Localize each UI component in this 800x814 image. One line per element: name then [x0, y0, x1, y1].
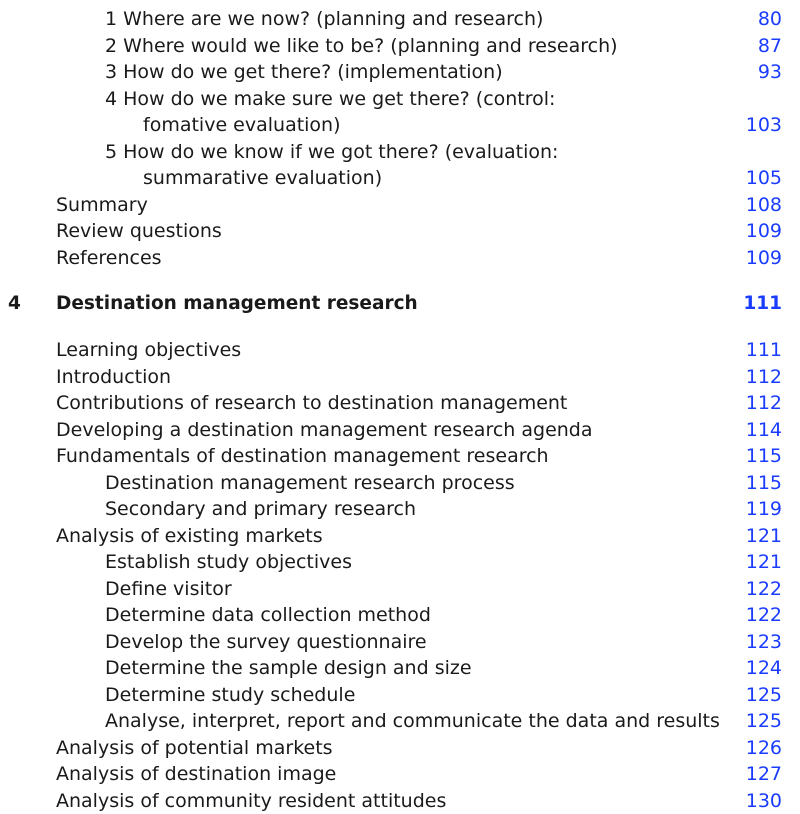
toc-page-link[interactable]: 121 — [746, 549, 782, 576]
toc-entry[interactable] — [0, 629, 800, 656]
toc-page-link[interactable]: 119 — [746, 496, 782, 523]
toc-page-link[interactable]: 112 — [746, 364, 782, 391]
toc-entry-title: Analysis of destination image — [56, 761, 336, 788]
toc-page-link[interactable]: 114 — [746, 417, 782, 444]
toc-entry[interactable] — [0, 523, 800, 550]
toc-entry-title: 1 Where are we now? (planning and research) — [105, 6, 543, 33]
toc-page-link[interactable]: 109 — [746, 245, 782, 272]
toc-page-link[interactable]: 105 — [746, 165, 782, 192]
toc-entry[interactable] — [0, 443, 800, 470]
toc-entry[interactable] — [0, 139, 800, 166]
toc-page-link[interactable]: 125 — [746, 682, 782, 709]
toc-page-link[interactable]: 130 — [746, 788, 782, 814]
chapter-number: 4 — [8, 285, 21, 323]
toc-entry-title: Determine study schedule — [105, 682, 355, 709]
toc-page-link[interactable]: 111 — [746, 337, 782, 364]
toc-entry[interactable] — [0, 761, 800, 788]
toc-entry-title: 2 Where would we like to be? (planning and research) — [105, 33, 618, 60]
toc-entry[interactable] — [0, 496, 800, 523]
toc-page-link[interactable]: 87 — [758, 33, 782, 60]
toc-entry-title: Establish study objectives — [105, 549, 352, 576]
toc-entry[interactable] — [0, 576, 800, 603]
toc-entry[interactable] — [0, 470, 800, 497]
toc-entry[interactable] — [0, 245, 800, 272]
toc-page-link[interactable]: 115 — [746, 470, 782, 497]
toc-entry[interactable] — [0, 86, 800, 113]
chapter-heading[interactable] — [0, 285, 800, 323]
toc-entry[interactable] — [0, 192, 800, 219]
toc-page-link[interactable]: 124 — [746, 655, 782, 682]
toc-entry[interactable] — [0, 549, 800, 576]
toc-page-link[interactable]: 121 — [746, 523, 782, 550]
toc-entry-title: Analysis of community resident attitudes — [56, 788, 446, 814]
toc-entry[interactable] — [0, 417, 800, 444]
toc-page-link[interactable]: 80 — [758, 6, 782, 33]
toc-page-link[interactable]: 108 — [746, 192, 782, 219]
toc-page-link[interactable]: 122 — [746, 602, 782, 629]
toc-entry[interactable] — [0, 708, 800, 735]
toc-entry[interactable] — [0, 6, 800, 33]
toc-entry-continuation[interactable] — [0, 112, 800, 139]
chapter-page-link[interactable]: 111 — [743, 285, 782, 323]
toc-page-link[interactable]: 126 — [746, 735, 782, 762]
toc-page-link[interactable]: 112 — [746, 390, 782, 417]
toc-entry-title: fomative evaluation) — [143, 112, 341, 139]
toc-entry[interactable] — [0, 655, 800, 682]
toc-entry[interactable] — [0, 59, 800, 86]
toc-page-link[interactable]: 109 — [746, 218, 782, 245]
toc-entry-title: Define visitor — [105, 576, 232, 603]
toc-page-link[interactable]: 115 — [746, 443, 782, 470]
toc-entry[interactable] — [0, 337, 800, 364]
toc-page-link[interactable]: 103 — [746, 112, 782, 139]
toc-entry-title: Analyse, interpret, report and communicate the data and results — [105, 708, 720, 735]
toc-entry-title: Fundamentals of destination management research — [56, 443, 549, 470]
toc-entry[interactable] — [0, 390, 800, 417]
chapter-title: Destination management research — [56, 285, 418, 323]
toc-entry-title: Developing a destination management research agenda — [56, 417, 593, 444]
toc-entry-title: Summary — [56, 192, 148, 219]
toc-entry-title: Analysis of existing markets — [56, 523, 323, 550]
toc-entry-title: 5 How do we know if we got there? (evaluation: — [105, 139, 558, 166]
toc-entry[interactable] — [0, 602, 800, 629]
toc-page-link[interactable]: 123 — [746, 629, 782, 656]
toc-entry-title: Analysis of potential markets — [56, 735, 333, 762]
toc-entry-title: Review questions — [56, 218, 222, 245]
toc-entry-title: Determine the sample design and size — [105, 655, 472, 682]
toc-entry[interactable] — [0, 218, 800, 245]
toc-entry[interactable] — [0, 364, 800, 391]
toc-entry-title: 4 How do we make sure we get there? (control: — [105, 86, 555, 113]
toc-entry[interactable] — [0, 682, 800, 709]
toc-entry-title: Develop the survey questionnaire — [105, 629, 427, 656]
toc-entry-title: 3 How do we get there? (implementation) — [105, 59, 503, 86]
chapter-entries — [0, 337, 800, 814]
toc-entry-title: Determine data collection method — [105, 602, 431, 629]
toc-entry-title: Learning objectives — [56, 337, 241, 364]
toc-entry-title: Contributions of research to destination management — [56, 390, 567, 417]
toc-entry[interactable] — [0, 788, 800, 814]
toc-entry[interactable] — [0, 33, 800, 60]
toc-entry-title: summarative evaluation) — [143, 165, 382, 192]
toc-entry-title: References — [56, 245, 162, 272]
toc-entry[interactable] — [0, 735, 800, 762]
toc-page-link[interactable]: 93 — [758, 59, 782, 86]
toc-page-link[interactable]: 127 — [746, 761, 782, 788]
toc-entry-title: Secondary and primary research — [105, 496, 416, 523]
toc-page-link[interactable]: 122 — [746, 576, 782, 603]
toc-entry-title: Destination management research process — [105, 470, 515, 497]
toc-entry-title: Introduction — [56, 364, 171, 391]
toc-entry-continuation[interactable] — [0, 165, 800, 192]
toc-page-link[interactable]: 125 — [746, 708, 782, 735]
